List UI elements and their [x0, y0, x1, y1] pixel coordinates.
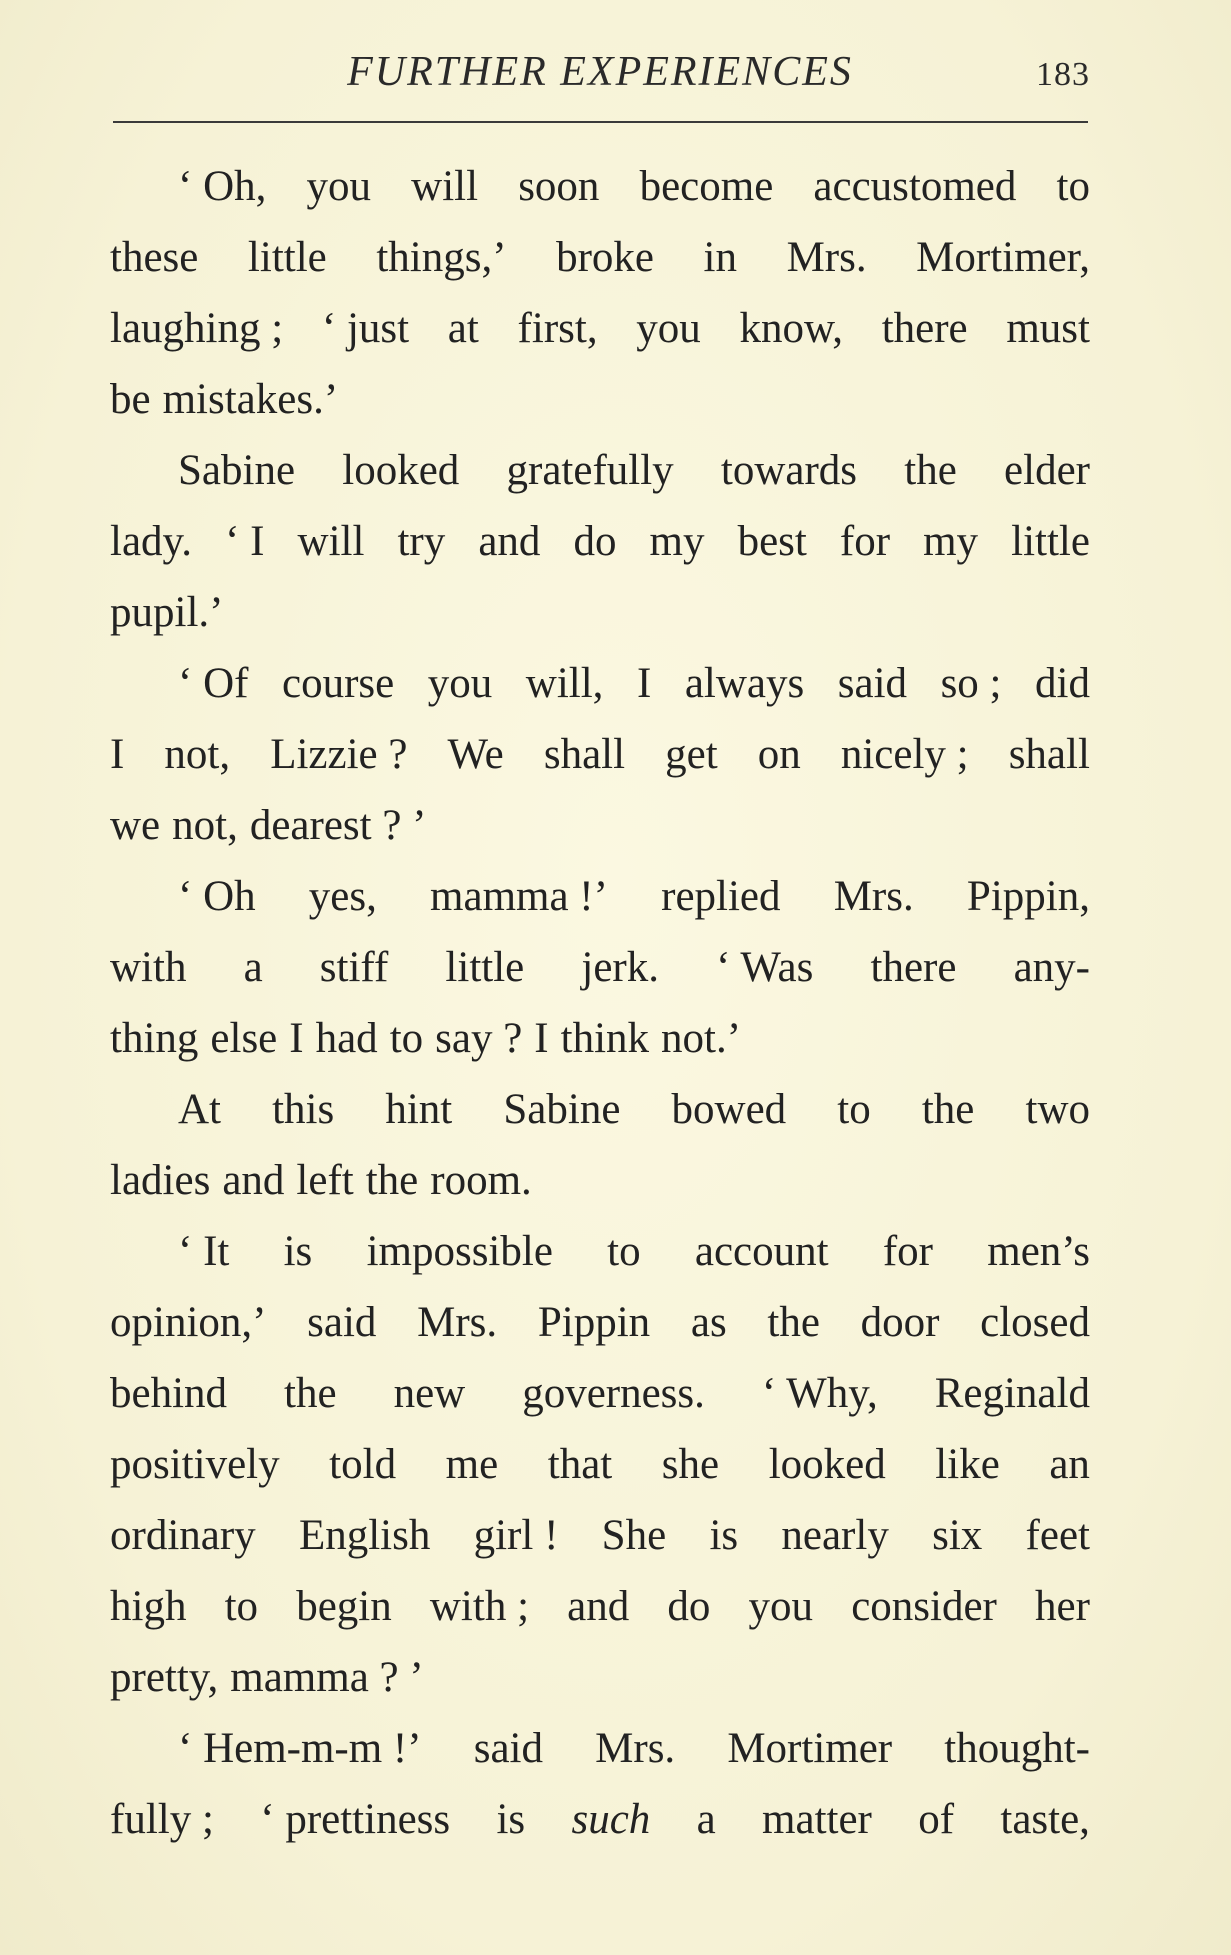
word: Reginald: [934, 1370, 1090, 1417]
word: six: [932, 1512, 983, 1559]
word: Mrs.: [833, 873, 914, 920]
text-line: [110, 222, 1090, 293]
word: had: [315, 1015, 378, 1062]
word: an: [1049, 1441, 1090, 1488]
word: I: [110, 731, 125, 778]
word: girl !: [473, 1512, 559, 1559]
word: to: [837, 1086, 871, 1133]
word: door: [860, 1299, 940, 1346]
word: did: [1035, 660, 1090, 707]
text-line: [110, 1358, 1090, 1429]
word: ladies: [110, 1157, 211, 1204]
word: taste,: [1000, 1796, 1090, 1843]
word: men’s: [987, 1228, 1090, 1275]
body-text: [110, 151, 1090, 1855]
word: we: [110, 802, 161, 849]
word: new: [393, 1370, 466, 1417]
word: you: [636, 305, 701, 352]
text-line: [110, 861, 1090, 932]
word: there: [881, 305, 968, 352]
word: closed: [980, 1299, 1090, 1346]
word: know,: [739, 305, 843, 352]
word: At: [178, 1086, 221, 1133]
word: nicely ;: [840, 731, 969, 778]
word: there: [870, 944, 957, 991]
word: ‘ prettiness: [260, 1796, 451, 1843]
word: said: [837, 660, 908, 707]
word: laughing ;: [110, 305, 284, 352]
word: to: [389, 1015, 424, 1062]
word: looked: [768, 1441, 886, 1488]
word: ‘ I: [225, 518, 265, 565]
word: behind: [110, 1370, 228, 1417]
word: looked: [342, 447, 460, 494]
word: opinion,’: [110, 1299, 267, 1346]
word: ‘ Oh: [178, 873, 256, 920]
word: say ?: [435, 1015, 523, 1062]
word: like: [935, 1441, 1000, 1488]
word: for: [882, 1228, 933, 1275]
word: hint: [385, 1086, 453, 1133]
text-line: [110, 1287, 1090, 1358]
word: stiff: [319, 944, 389, 991]
text-line: [110, 1571, 1090, 1642]
word: ‘ Was: [716, 944, 814, 991]
word: is: [283, 1228, 313, 1275]
page-number: 183: [1036, 56, 1090, 93]
word: matter: [762, 1796, 872, 1843]
word: Mrs.: [417, 1299, 498, 1346]
word: We: [447, 731, 504, 778]
word: do: [573, 518, 617, 565]
word: first,: [517, 305, 598, 352]
word: the: [904, 447, 957, 494]
word: with: [110, 944, 187, 991]
text-line: [110, 435, 1090, 506]
word: room.: [430, 1157, 532, 1204]
word: and: [478, 518, 541, 565]
word: Pippin,: [966, 873, 1090, 920]
word: shall: [1008, 731, 1090, 778]
word: must: [1006, 305, 1090, 352]
word: account: [694, 1228, 829, 1275]
word: not,: [164, 731, 231, 778]
text-line: [110, 1145, 1090, 1216]
word: her: [1035, 1583, 1090, 1630]
text-line: [110, 293, 1090, 364]
word: will,: [525, 660, 604, 707]
word: ‘ Why,: [761, 1370, 878, 1417]
word: the: [365, 1157, 419, 1204]
word: She: [601, 1512, 667, 1559]
word: of: [918, 1796, 955, 1843]
word: the: [284, 1370, 337, 1417]
word: impossible: [366, 1228, 553, 1275]
word: bowed: [671, 1086, 787, 1133]
word: is: [709, 1512, 739, 1559]
word: this: [272, 1086, 335, 1133]
text-line: [110, 719, 1090, 790]
text-line: [110, 932, 1090, 1003]
word: ‘ Hem-m-m !’: [178, 1725, 422, 1772]
word: positively: [110, 1441, 280, 1488]
header-rule: [113, 121, 1088, 123]
word: course: [281, 660, 395, 707]
word: two: [1025, 1086, 1090, 1133]
word: told: [329, 1441, 397, 1488]
text-line: [110, 1784, 1090, 1855]
text-line: [110, 1713, 1090, 1784]
word: to: [1056, 163, 1090, 210]
word: high: [110, 1583, 187, 1630]
word: ‘ just: [321, 305, 410, 352]
word: that: [547, 1441, 613, 1488]
word: Mortimer,: [916, 234, 1090, 281]
text-line: [110, 151, 1090, 222]
word: little: [1011, 518, 1090, 565]
word: Mortimer: [727, 1725, 893, 1772]
word: you: [306, 163, 372, 210]
word: pupil.’: [110, 589, 224, 636]
word: me: [445, 1441, 499, 1488]
word: said: [473, 1725, 543, 1772]
word: fully ;: [110, 1796, 214, 1843]
word: so ;: [940, 660, 1002, 707]
word: I: [636, 660, 652, 707]
word: you: [748, 1583, 814, 1630]
word: shall: [543, 731, 626, 778]
word: lady.: [110, 518, 192, 565]
word: soon: [518, 163, 600, 210]
word: is: [496, 1796, 526, 1843]
word: Mrs.: [786, 234, 867, 281]
running-head: [110, 48, 1090, 108]
word: Mrs.: [595, 1725, 676, 1772]
word: become: [639, 163, 774, 210]
word: mamma !’: [430, 873, 608, 920]
word: little: [247, 234, 327, 281]
word: on: [757, 731, 801, 778]
word: said: [307, 1299, 377, 1346]
text-line: [110, 1003, 1090, 1074]
word: Lizzie ?: [270, 731, 408, 778]
word: try: [397, 518, 446, 565]
word: get: [665, 731, 718, 778]
word: will: [411, 163, 479, 210]
word: she: [661, 1441, 720, 1488]
word: nearly: [781, 1512, 889, 1559]
word: governess.: [522, 1370, 705, 1417]
word: ordinary: [110, 1512, 256, 1559]
word: replied: [661, 873, 781, 920]
word: to: [607, 1228, 641, 1275]
word: and: [567, 1583, 630, 1630]
word: little: [445, 944, 525, 991]
word: dearest ? ’: [249, 802, 427, 849]
word: thing: [110, 1015, 199, 1062]
word: the: [921, 1086, 975, 1133]
text-line: [110, 1074, 1090, 1145]
word: in: [703, 234, 737, 281]
word: feet: [1025, 1512, 1090, 1559]
text-line: [110, 790, 1090, 861]
word: jerk.: [581, 944, 659, 991]
word: at: [447, 305, 479, 352]
word: a: [696, 1796, 716, 1843]
word: begin: [296, 1583, 392, 1630]
word: as: [690, 1299, 727, 1346]
text-line: [110, 1642, 1090, 1713]
word: left: [296, 1157, 354, 1204]
word: these: [110, 234, 199, 281]
word: ‘ Oh,: [178, 163, 267, 210]
word: always: [684, 660, 805, 707]
word: for: [839, 518, 891, 565]
running-title: FURTHER EXPERIENCES: [347, 49, 853, 95]
word: you: [427, 660, 493, 707]
word: else: [210, 1015, 278, 1062]
word: mamma ? ’: [230, 1654, 424, 1701]
word: a: [243, 944, 263, 991]
word: yes,: [308, 873, 377, 920]
word: my: [923, 518, 979, 565]
word: ‘ It: [178, 1228, 230, 1275]
word: and: [222, 1157, 285, 1204]
word: not.’: [661, 1015, 742, 1062]
word: think: [560, 1015, 650, 1062]
word: do: [667, 1583, 711, 1630]
word: consider: [851, 1583, 997, 1630]
word: best: [737, 518, 807, 565]
word: the: [767, 1299, 820, 1346]
text-line: [110, 1500, 1090, 1571]
word: such: [571, 1796, 651, 1843]
word: broke: [556, 234, 654, 281]
text-line: [110, 648, 1090, 719]
word: ‘ Of: [178, 660, 249, 707]
word: towards: [720, 447, 858, 494]
word: things,’: [376, 234, 507, 281]
word: be: [110, 376, 151, 423]
text-line: [110, 1216, 1090, 1287]
word: will: [297, 518, 365, 565]
text-line: [110, 506, 1090, 577]
word: Pippin: [537, 1299, 651, 1346]
word: elder: [1004, 447, 1090, 494]
word: accustomed: [813, 163, 1017, 210]
word: Sabine: [503, 1086, 621, 1133]
text-line: [110, 364, 1090, 435]
word: any-: [1013, 944, 1090, 991]
word: pretty,: [110, 1654, 219, 1701]
word: thought-: [944, 1725, 1090, 1772]
word: Sabine: [178, 447, 296, 494]
word: my: [649, 518, 705, 565]
word: with ;: [429, 1583, 530, 1630]
word: mistakes.’: [162, 376, 339, 423]
word: not,: [172, 802, 238, 849]
text-line: [110, 1429, 1090, 1500]
word: to: [224, 1583, 259, 1630]
word: English: [298, 1512, 431, 1559]
text-line: [110, 577, 1090, 648]
word: I: [289, 1015, 304, 1062]
word: gratefully: [506, 447, 674, 494]
word: I: [534, 1015, 549, 1062]
